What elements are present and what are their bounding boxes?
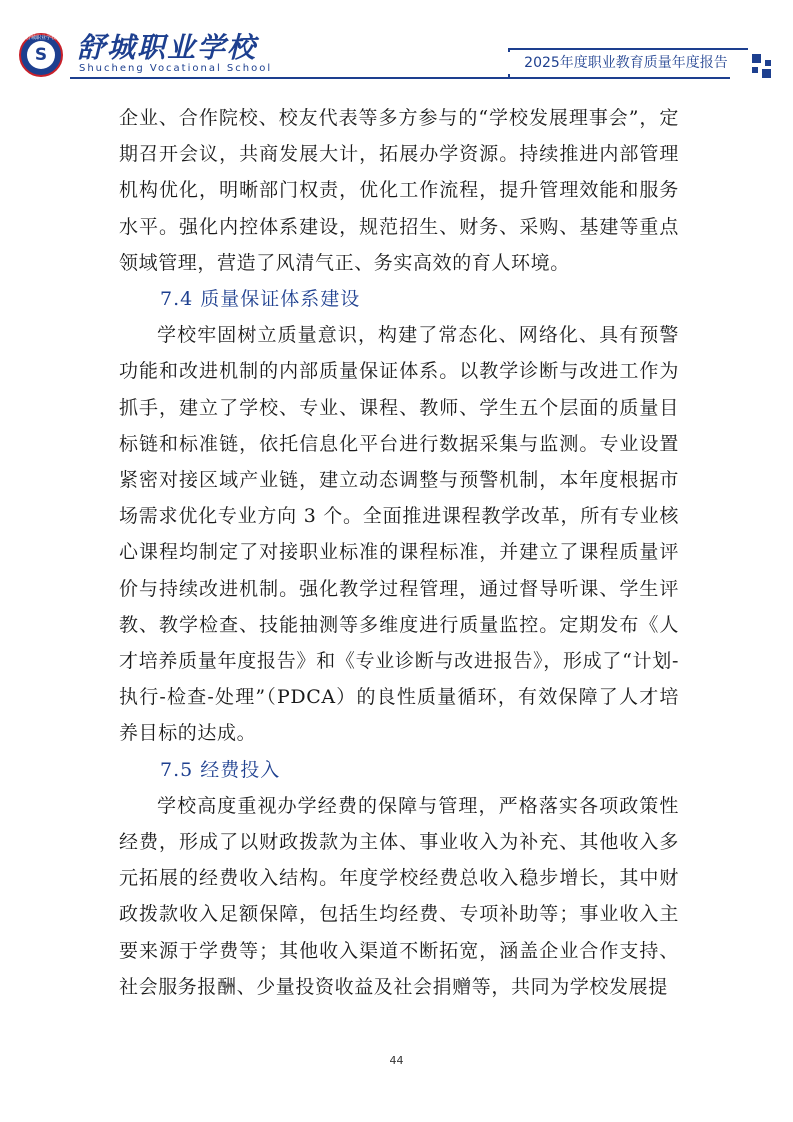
decor-square bbox=[752, 54, 761, 63]
section-heading-7-5: 7.5 经费投入 bbox=[160, 758, 281, 781]
decor-square bbox=[765, 60, 771, 66]
section-paragraph-7-5: 学校高度重视办学经费的保障与管理，严格落实各项政策性经费，形成了以财政拨款为主体、事业收入为补充、其他收入多元拓展的经费收入结构。年度学校经费总收入稳步增长，其中财政拨款收入足额保障，包括生均经费、专项补助等；事业收入主要来源于学费等；其他收入渠道不断拓宽，涵盖企业合作支持、社会服务报酬、少量投资收益及社会捐赠等，共同为学校发展提 bbox=[119, 794, 679, 998]
school-name-cn: 舒城职业学校 bbox=[77, 31, 258, 64]
page-header bbox=[0, 0, 793, 80]
page-number: 44 bbox=[389, 1054, 404, 1067]
logo-glyph: S bbox=[27, 41, 55, 69]
decor-square bbox=[752, 67, 758, 73]
intro-paragraph: 企业、合作院校、校友代表等多方参与的“学校发展理事会”，定期召开会议，共商发展大计，拓展办学资源。持续推进内部管理机构优化，明晰部门权责，优化工作流程，提升管理效能和服务水平。强化内控体系建设，规范招生、财务、采购、基建等重点领域管理，营造了风清气正、务实高效的育人环境。 bbox=[119, 107, 679, 274]
section-heading-7-4: 7.4 质量保证体系建设 bbox=[160, 288, 361, 311]
school-name-en: Shucheng Vocational School bbox=[79, 63, 273, 74]
decor-square bbox=[762, 69, 771, 78]
section-paragraph-7-4: 学校牢固树立质量意识，构建了常态化、网络化、具有预警功能和改进机制的内部质量保证体系。以教学诊断与改进工作为抓手，建立了学校、专业、课程、教师、学生五个层面的质量目标链和标准链，依托信息化平台进行数据采集与监测。专业设置紧密对接区域产业链，建立动态调整与预警机制，本年度根据市场需求优化专业方向 3 个。全面推进课程教学改革，所有专业核心课程均制定了对接职业标准的课程标准，并建立了课程质量评价与持续改进机制。强化教学过程管理，通过督导听课、学生评教、教学检查、技能抽测等多维度进行质量监控。定期发布《人才培养质量年度报告》和《专业诊断与改进报告》，形成了“计划-执行-检查-处理”（PDCA）的良性质量循环，有效保障了人才培养目标的达成。 bbox=[119, 324, 679, 745]
school-logo bbox=[19, 33, 63, 77]
page-body bbox=[119, 100, 679, 1005]
header-rule bbox=[70, 77, 730, 79]
report-title: 2025年度职业教育质量年度报告 bbox=[508, 52, 744, 74]
logo-ring-text: 舒城职业学校 bbox=[25, 35, 56, 41]
